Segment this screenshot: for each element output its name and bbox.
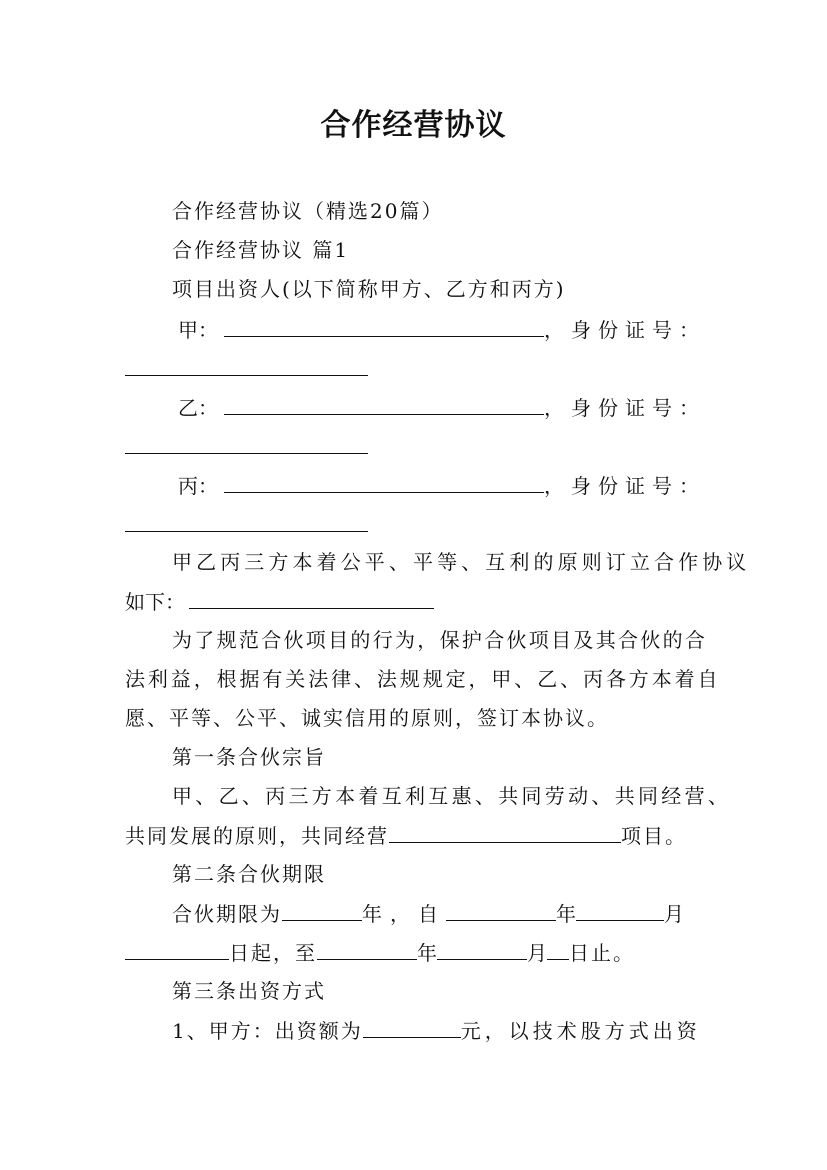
- party-a-id-line: [125, 355, 368, 382]
- party-a-amount-blank: [363, 1017, 461, 1038]
- end-year-blank: [317, 939, 417, 960]
- start-year-blank: [446, 900, 556, 921]
- party-c-name-blank: [224, 472, 544, 493]
- article-2-line-1: [172, 900, 684, 927]
- article-1-line-1: 甲、乙、丙三方本着互利互惠、共同劳动、共同经营、: [172, 784, 732, 808]
- party-a-label: 甲：: [178, 318, 218, 342]
- article-1-project-blank: [389, 822, 621, 843]
- article-1-text-a: 共同发展的原则，共同经营: [125, 824, 389, 848]
- para1-line-1: 为了规范合伙项目的行为，保护合伙项目及其合伙的合: [172, 628, 708, 652]
- party-c-id-label: ，身份证号：: [544, 474, 706, 498]
- article-3-heading: 第三条出资方式: [172, 979, 326, 1003]
- para1-line-3: 愿、平等、公平、诚实信用的原则，签订本协议。: [125, 706, 609, 730]
- article-2-heading: 第二条合伙期限: [172, 862, 326, 886]
- term-text-year-from: 年，自: [362, 902, 446, 926]
- start-month-label: 月: [664, 902, 684, 926]
- start-month-blank: [576, 900, 664, 921]
- section-heading: 合作经营协议 篇1: [172, 238, 350, 262]
- party-b-id-line: [125, 433, 368, 460]
- para1-line-2: 法利益，根据有关法律、法规规定，甲、乙、丙各方本着自: [125, 667, 721, 691]
- article-1-text-b: 项目。: [621, 824, 687, 848]
- term-years-blank: [282, 900, 362, 921]
- end-day-blank: [547, 939, 569, 960]
- party-a-id-label: ，身份证号：: [544, 318, 706, 342]
- start-year-label: 年: [556, 902, 576, 926]
- end-from-text: 日起，至: [229, 941, 317, 965]
- article-1-line-2: [125, 822, 687, 849]
- document-title: 合作经营协议: [320, 108, 507, 143]
- party-a-investment-text: 元，以技术股方式出资: [460, 1019, 701, 1043]
- principle-line-2: [125, 588, 434, 615]
- principle-blank: [189, 588, 434, 609]
- principle-label: 如下：: [125, 590, 185, 614]
- party-c-id-line: [125, 511, 368, 538]
- end-month-label: 月: [527, 941, 547, 965]
- party-b-name-blank: [224, 394, 544, 415]
- article-2-line-2: [125, 939, 635, 966]
- party-a-investment-label: 1、甲方：出资额为: [172, 1019, 363, 1043]
- article-3-line-1: [172, 1017, 701, 1044]
- party-b-id-label: ，身份证号：: [544, 396, 706, 420]
- term-label: 合伙期限为: [172, 902, 282, 926]
- end-month-blank: [437, 939, 527, 960]
- end-day-label: 日止。: [569, 941, 635, 965]
- party-b-id-blank: [125, 433, 368, 454]
- party-a-name-blank: [224, 316, 544, 337]
- party-c-id-blank: [125, 511, 368, 532]
- party-a-id-blank: [125, 355, 368, 376]
- party-b-label: 乙：: [178, 396, 218, 420]
- party-a-line: [178, 316, 706, 343]
- party-c-line: [178, 472, 706, 499]
- party-c-label: 丙：: [178, 474, 218, 498]
- article-1-heading: 第一条合伙宗旨: [172, 745, 326, 769]
- start-day-blank: [125, 939, 229, 960]
- end-year-label: 年: [417, 941, 437, 965]
- intro-line: 项目出资人(以下简称甲方、乙方和丙方): [172, 277, 566, 301]
- principle-line-1: 甲乙丙三方本着公平、平等、互利的原则订立合作协议: [172, 550, 751, 574]
- subtitle-line: 合作经营协议（精选20篇）: [172, 199, 444, 223]
- party-b-line: [178, 394, 706, 421]
